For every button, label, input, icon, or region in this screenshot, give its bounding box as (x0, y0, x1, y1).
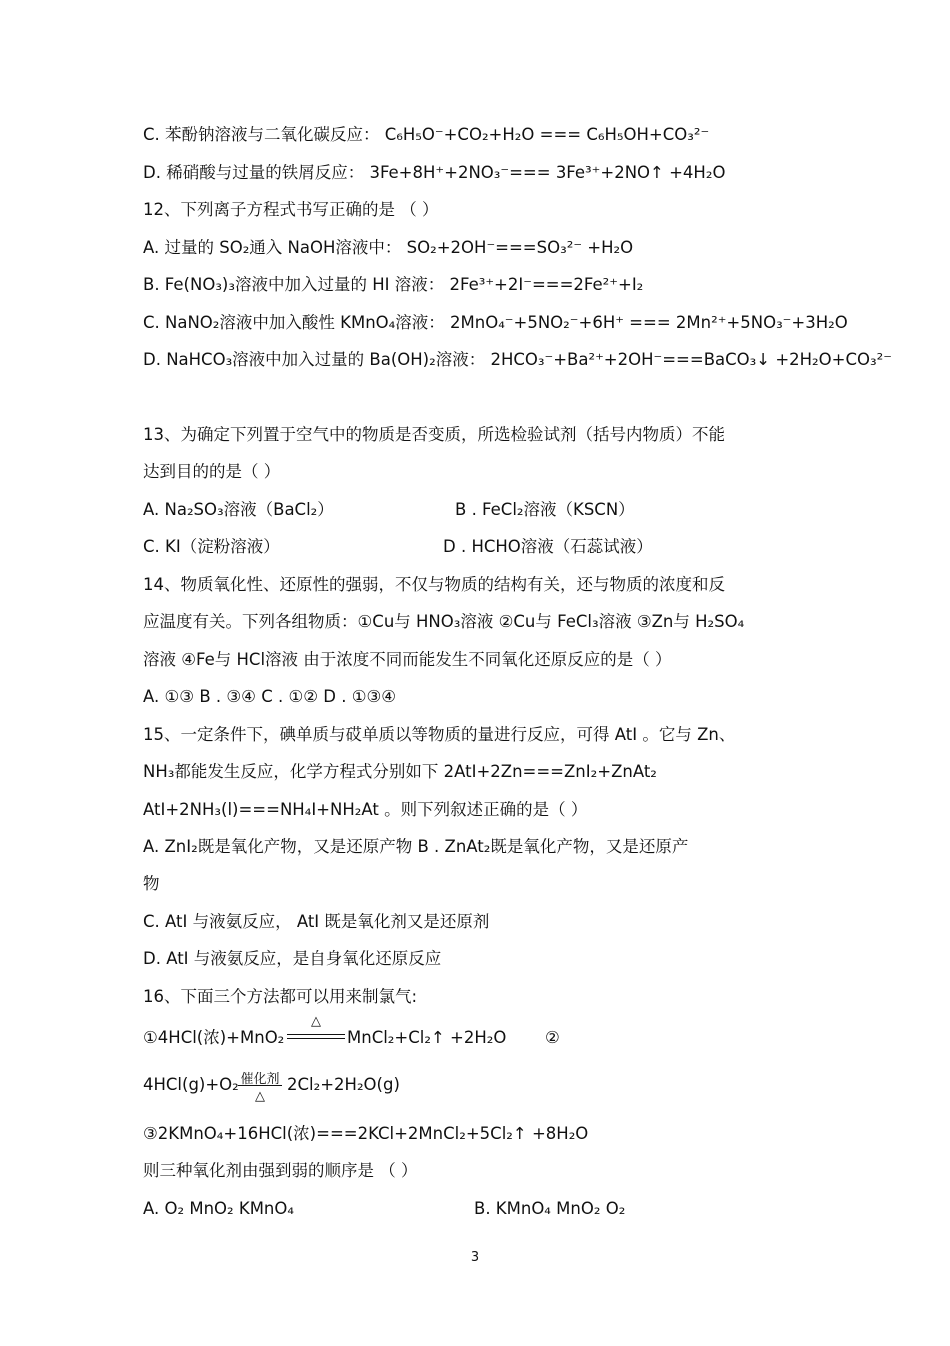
line-15c: C. AtI 与液氨反应， AtI 既是氧化剂又是还原剂 (143, 912, 490, 931)
equals-bar-top (287, 1034, 345, 1035)
line-12d: D. NaHCO₃溶液中加入过量的 Ba(OH)₂溶液： 2HCO₃⁻+Ba²⁺+2OH⁻===BaCO₃↓ +2H₂O+CO₃²⁻ (143, 350, 892, 369)
question-14-cont: 应温度有关。下列各组物质：①Cu与 HNO₃溶液 ②Cu与 FeCl₃溶液 ③Zn与 H₂SO₄ (143, 612, 745, 631)
question-16-prompt: 则三种氧化剂由强到弱的顺序是 （ ） (143, 1161, 418, 1180)
line-15d: D. AtI 与液氨反应，是自身氧化还原反应 (143, 949, 442, 968)
reaction-bar (238, 1085, 282, 1086)
page-number: 3 (470, 1250, 480, 1265)
line-14-options: A. ①③ B . ③④ C . ①② D . ①③④ (143, 687, 397, 706)
question-14: 14、物质氧化性、还原性的强弱，不仅与物质的结构有关，还与物质的浓度和反 (143, 575, 725, 594)
question-12: 12、下列离子方程式书写正确的是 （ ） (143, 200, 439, 219)
line-15a-cont: 物 (143, 874, 160, 893)
line-15a: A. ZnI₂既是氧化产物，又是还原产物 B . ZnAt₂既是氧化产物，又是还原产 (143, 837, 689, 856)
line-13d: D . HCHO溶液（石蕊试液） (443, 537, 653, 556)
equation-1-right: MnCl₂+Cl₂↑ +2H₂O (347, 1028, 507, 1047)
line-12a: A. 过量的 SO₂通入 NaOH溶液中： SO₂+2OH⁻===SO₃²⁻ +H₂O (143, 238, 634, 257)
question-13: 13、为确定下列置于空气中的物质是否变质，所选检验试剂（括号内物质）不能 (143, 425, 725, 444)
equation-2-right: 2Cl₂+2H₂O(g) (287, 1075, 400, 1094)
question-15-cont: NH₃都能发生反应，化学方程式分别如下 2AtI+2Zn===ZnI₂+ZnAt₂ (143, 762, 657, 781)
line-16b: B. KMnO₄ MnO₂ O₂ (474, 1199, 626, 1218)
equals-bar-bottom (287, 1038, 345, 1039)
question-16: 16、下面三个方法都可以用来制氯气: (143, 987, 418, 1006)
heat-symbol-1: △ (311, 1014, 321, 1029)
line-12c: C. NaNO₂溶液中加入酸性 KMnO₄溶液： 2MnO₄⁻+5NO₂⁻+6H⁺ === 2Mn²⁺+5NO₃⁻+3H₂O (143, 313, 848, 332)
equation-2-marker: ② (545, 1028, 560, 1047)
question-13-cont: 达到目的的是（ ） (143, 462, 281, 481)
question-14-cont2: 溶液 ④Fe与 HCl溶液 由于浓度不同而能发生不同氧化还原反应的是（ ） (143, 650, 672, 669)
question-15: 15、一定条件下，碘单质与砹单质以等物质的量进行反应，可得 AtI 。它与 Zn、 (143, 725, 736, 744)
line-13a: A. Na₂SO₃溶液（BaCl₂） (143, 500, 334, 519)
equation-1-left: ①4HCl(浓)+MnO₂ (143, 1028, 285, 1047)
line-11c: C. 苯酚钠溶液与二氧化碳反应： C₆H₅O⁻+CO₂+H₂O === C₆H₅OH+CO₃²⁻ (143, 125, 710, 144)
line-13b: B . FeCl₂溶液（KSCN） (455, 500, 635, 519)
equation-2-left: 4HCl(g)+O₂ (143, 1075, 239, 1094)
catalyst-label: 催化剂 (240, 1072, 280, 1087)
line-11d: D. 稀硝酸与过量的铁屑反应： 3Fe+8H⁺+2NO₃⁻=== 3Fe³⁺+2NO↑ +4H₂O (143, 163, 726, 182)
heat-symbol-2: △ (255, 1089, 265, 1104)
line-12b: B. Fe(NO₃)₃溶液中加入过量的 HI 溶液： 2Fe³⁺+2I⁻===2Fe²⁺+I₂ (143, 275, 644, 294)
equation-3: ③2KMnO₄+16HCl(浓)===2KCl+2MnCl₂+5Cl₂↑ +8H₂O (143, 1124, 589, 1143)
line-13c: C. KI（淀粉溶液） (143, 537, 280, 556)
line-16a: A. O₂ MnO₂ KMnO₄ (143, 1199, 294, 1218)
question-15-cont2: AtI+2NH₃(l)===NH₄I+NH₂At 。则下列叙述正确的是（ ） (143, 800, 588, 819)
